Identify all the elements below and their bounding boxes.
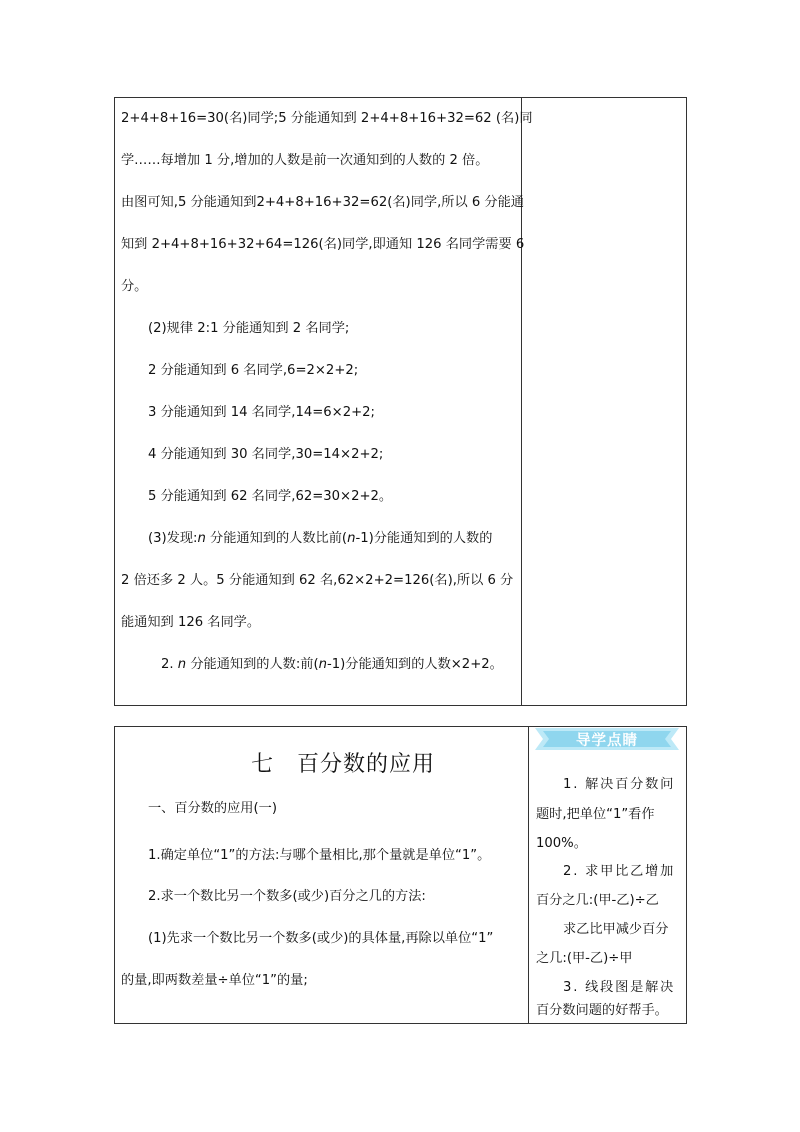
text-line: 2+4+8+16=30(名)同学;5 分能通知到 2+4+8+16+32=62 (名)同 <box>121 111 533 126</box>
variable-n: n <box>347 531 356 546</box>
sidebar-line: 题时,把单位“1”看作 <box>536 807 655 822</box>
sidebar-line: 1. 解决百分数问 <box>563 777 676 792</box>
text-line-rule <box>161 656 503 674</box>
text-span: 分能通知到的人数比前( <box>205 531 348 546</box>
variable-n: n <box>197 531 206 546</box>
sidebar-line: 求乙比甲减少百分 <box>563 922 669 937</box>
sidebar-line: 3. 线段图是解决 <box>563 980 676 995</box>
variable-n: n <box>318 657 327 672</box>
text-span: (3)发现: <box>148 531 198 546</box>
sidebar-line: 百分数问题的好帮手。 <box>536 1003 668 1018</box>
sidebar-line: 百分之几:(甲-乙)÷乙 <box>536 893 659 908</box>
text-line: 知到 2+4+8+16+32+64=126(名)同学,即通知 126 名同学需要 6 <box>121 237 525 252</box>
sidebar-line: 之几:(甲-乙)÷甲 <box>536 951 633 966</box>
text-line: (2)规律 2:1 分能通知到 2 名同学; <box>148 321 350 336</box>
text-line: 分。 <box>121 279 148 294</box>
text-line: 3 分能通知到 14 名同学,14=6×2+2; <box>148 405 375 420</box>
text-line: 的量,即两数差量÷单位“1”的量; <box>121 973 308 988</box>
chapter-title: 七 百分数的应用 <box>251 752 436 777</box>
text-span: 分能通知到的人数:前( <box>186 657 319 672</box>
text-line: 学……每增加 1 分,增加的人数是前一次通知到的人数的 2 倍。 <box>121 153 489 168</box>
text-span: 2. <box>161 657 178 672</box>
guide-banner <box>533 726 681 752</box>
table-divider <box>528 727 529 1023</box>
text-line: 2 倍还多 2 人。5 分能通知到 62 名,62×2+2=126(名),所以 6 分 <box>121 573 514 588</box>
table-divider <box>521 98 522 705</box>
text-line-finding <box>148 530 492 548</box>
variable-n: n <box>177 657 187 672</box>
text-line: 4 分能通知到 30 名同学,30=14×2+2; <box>148 447 384 462</box>
banner-label: 导学点睛 <box>576 733 638 749</box>
sidebar-line: 100%。 <box>536 836 587 851</box>
text-line: (1)先求一个数比另一个数多(或少)的具体量,再除以单位“1” <box>148 931 494 946</box>
section-heading: 一、百分数的应用(一) <box>148 801 277 816</box>
sidebar-line: 2. 求甲比乙增加 <box>563 864 676 879</box>
text-line: 2 分能通知到 6 名同学,6=2×2+2; <box>148 363 359 378</box>
text-line: 1.确定单位“1”的方法:与哪个量相比,那个量就是单位“1”。 <box>148 848 491 863</box>
text-line: 由图可知,5 分能通知到2+4+8+16+32=62(名)同学,所以 6 分能通 <box>121 195 524 210</box>
text-line: 5 分能通知到 62 名同学,62=30×2+2。 <box>148 489 393 504</box>
text-span: -1)分能通知到的人数×2+2。 <box>326 657 503 672</box>
text-span: -1)分能通知到的人数的 <box>355 531 493 546</box>
text-line: 2.求一个数比另一个数多(或少)百分之几的方法: <box>148 889 426 904</box>
text-line: 能通知到 126 名同学。 <box>121 615 261 630</box>
